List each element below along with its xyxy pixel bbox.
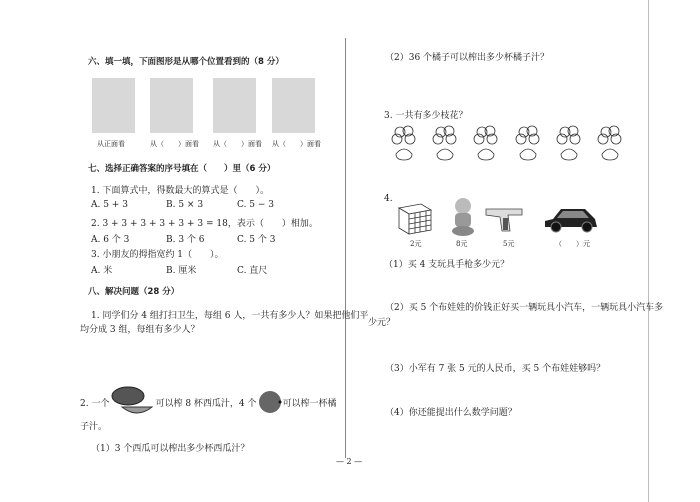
page-edge: [648, 0, 649, 502]
caption: 从（ ）面看: [213, 140, 262, 148]
problem-text: 1. 同学们分 4 组打扫卫生，每组 6 人，一共有多少人？如果把他们平: [91, 311, 369, 321]
flower-vase-icon: [470, 124, 504, 162]
problem-text: 均分成 3 组，每组有多少人？: [80, 325, 200, 335]
flower-vase-icon: [388, 124, 422, 162]
toy-car-icon: [543, 205, 599, 233]
caption: 从（ ）面看: [150, 140, 199, 148]
caption: 从正面看: [97, 140, 125, 148]
watermelon-icon: [110, 385, 154, 419]
option: B. 3 个 6: [166, 235, 205, 245]
flower-row: [388, 124, 628, 162]
section6-title: 六、填一填，下面图形是从哪个位置看到的（8 分）: [88, 57, 284, 67]
doll-icon: [448, 196, 478, 238]
problem-text: （1）3 个西瓜可以榨出多少杯西瓜汁？: [91, 444, 250, 454]
problem-text: 3. 一共有多少枝花？: [384, 111, 468, 121]
sheep-front-image: [92, 78, 135, 133]
option: C. 直尺: [237, 266, 268, 276]
flower-vase-icon: [429, 124, 463, 162]
option: B. 厘米: [166, 266, 197, 276]
flower-vase-icon: [594, 124, 628, 162]
flower-vase-icon: [553, 124, 587, 162]
page-number: — 2 —: [336, 457, 363, 466]
flower-vase-icon: [512, 124, 546, 162]
problem-text: 少元？: [368, 318, 396, 328]
problem-text: 2. 一个: [80, 398, 110, 409]
problem-text: （4）你还能提出什么数学问题？: [385, 408, 517, 418]
section8-title: 八、解决问题（28 分）: [88, 287, 180, 297]
caption: 从（ ）面看: [272, 140, 321, 148]
sheep-side-image: [213, 78, 256, 133]
price-label: 5元: [503, 240, 515, 248]
problem-text: （2）买 5 个布娃娃的价钱正好买一辆玩具小汽车，一辆玩具小汽车多: [385, 303, 664, 313]
problem-text: 可以榨 8 杯西瓜汁，4 个: [155, 398, 257, 409]
price-label: （ ）元: [555, 240, 590, 248]
toy-gun-icon: [484, 205, 524, 233]
problem-text: 子汁。: [80, 422, 108, 432]
option: C. 5 − 3: [237, 200, 275, 210]
problem-text: （3）小军有 7 张 5 元的人民币，买 5 个布娃娃够吗？: [385, 364, 606, 374]
problem-text: 可以榨一杯橘: [282, 398, 337, 409]
price-label: 2元: [410, 240, 422, 248]
sheep-back-image: [150, 78, 193, 133]
problem-number: 4.: [384, 194, 393, 204]
question: 1. 下面算式中，得数最大的算式是（ ）。: [91, 186, 269, 196]
orange-icon: [258, 390, 282, 414]
option: B. 5 × 3: [166, 200, 204, 210]
question: 2. 3 + 3 + 3 + 3 + 3 + 3 = 18，表示（ ）相加。: [91, 219, 318, 229]
option: C. 5 个 3: [237, 235, 276, 245]
section7-title: 七、选择正确答案的序号填在（ ）里（6 分）: [88, 164, 276, 174]
column-divider: [345, 38, 346, 458]
option: A. 6 个 3: [91, 235, 130, 245]
rubiks-cube-icon: [395, 200, 435, 236]
problem-text: （1）买 4 支玩具手枪多少元？: [384, 260, 510, 270]
problem-text: （2）36 个橘子可以榨出多少杯橘子汁？: [385, 53, 550, 63]
problem2-line: [80, 384, 337, 420]
option: A. 米: [91, 266, 113, 276]
price-label: 8元: [456, 240, 468, 248]
option: A. 5 + 3: [91, 200, 128, 210]
sheep-side-image: [272, 78, 315, 133]
question: 3. 小朋友的拇指宽约 1（ ）。: [91, 250, 224, 260]
